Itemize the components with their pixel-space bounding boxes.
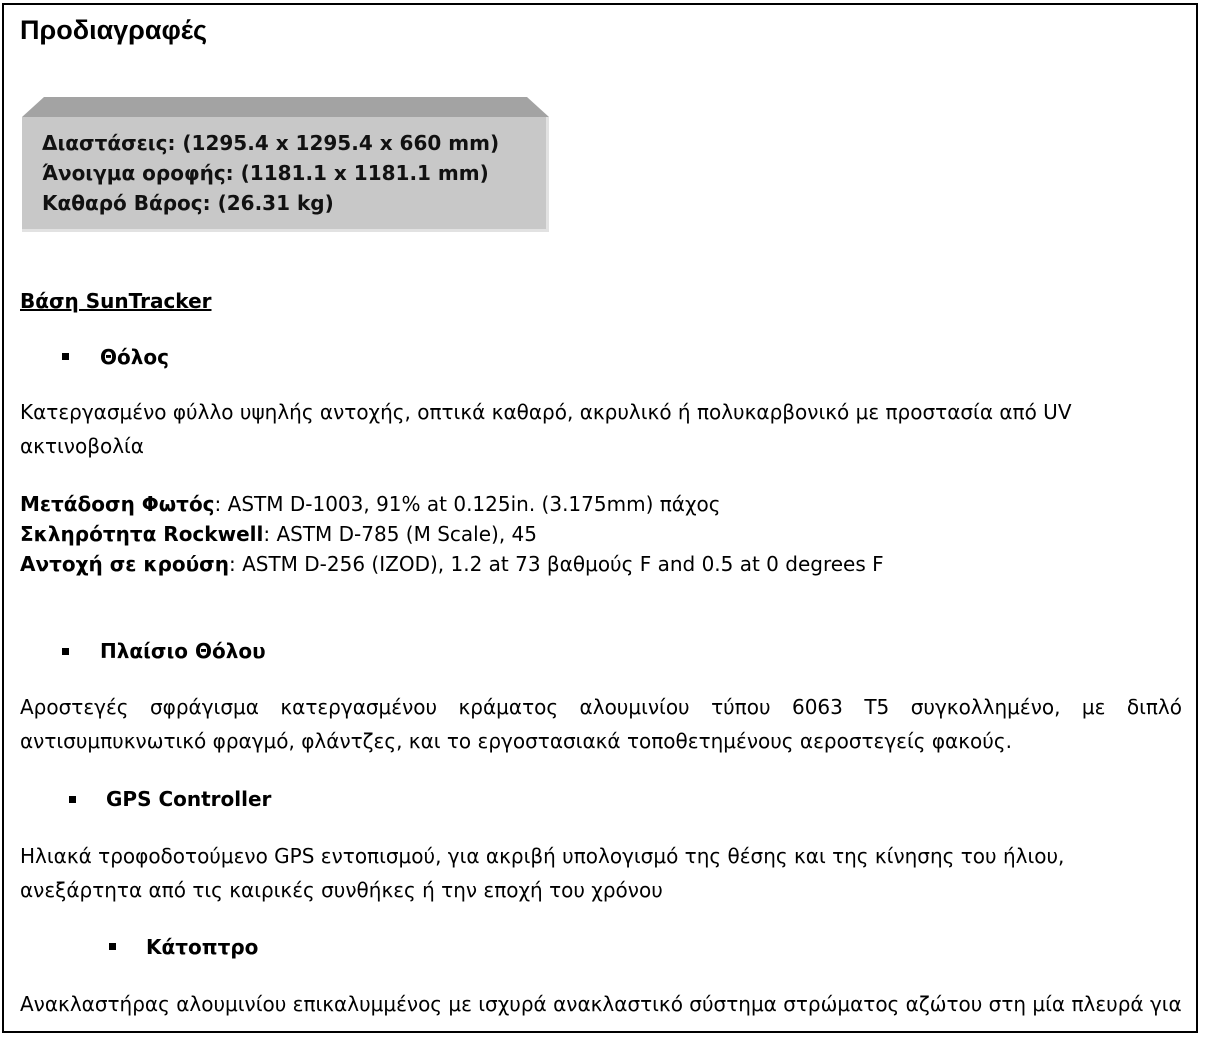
specs-box bbox=[22, 97, 549, 232]
bullet-icon bbox=[62, 648, 69, 655]
property-value: : ASTM D-785 (M Scale), 45 bbox=[263, 522, 537, 546]
spec-net-weight: Καθαρό Βάρος: (26.31 kg) bbox=[42, 191, 334, 215]
property-name: Αντοχή σε κρούση bbox=[20, 552, 229, 576]
bullet-icon bbox=[62, 353, 69, 360]
property-light-transmission bbox=[20, 492, 720, 516]
bullet-icon bbox=[109, 943, 116, 950]
spec-roof-opening: Άνοιγμα οροφής: (1181.1 x 1181.1 mm) bbox=[42, 161, 489, 185]
gps-label: GPS Controller bbox=[106, 787, 272, 811]
mirror-label: Κάτοπτρο bbox=[146, 935, 259, 959]
dome-frame-label: Πλαίσιο Θόλου bbox=[100, 639, 266, 663]
section-heading: Βάση SunTracker bbox=[20, 289, 212, 313]
dome-label: Θόλος bbox=[100, 345, 169, 369]
spec-dimensions: Διαστάσεις: (1295.4 x 1295.4 x 660 mm) bbox=[42, 131, 500, 155]
page-title: Προδιαγραφές bbox=[20, 15, 208, 45]
property-value: : ASTM D-1003, 91% at 0.125in. (3.175mm) πάχος bbox=[214, 492, 721, 516]
property-name: Μετάδοση Φωτός bbox=[20, 492, 215, 516]
bullet-icon bbox=[69, 796, 76, 803]
dome-frame-description: Αροστεγές σφράγισμα κατεργασμένου κράματος αλουμινίου τύπου 6063 T5 συγκολλημένο, με διπλό αντισυμπυκνωτικό φραγμό, φλάντζες, και το εργοστασιακά τοποθετημένους αεροστεγείς φακούς. bbox=[20, 695, 1182, 753]
document-page bbox=[2, 3, 1198, 1033]
property-impact-strength bbox=[20, 552, 884, 576]
mirror-description: Ανακλαστήρας αλουμινίου επικαλυμμένος με ισχυρά ανακλαστικό σύστημα στρώματος αζώτου στη μία πλευρά για bbox=[20, 992, 1182, 1016]
gps-description: Ηλιακά τροφοδοτούμενο GPS εντοπισμού, για ακριβή υπολογισμό της θέσης και της κίνησης του ήλιου, ανεξάρτητα από τις καιρικές συνθήκες ή την εποχή του χρόνου bbox=[20, 844, 1065, 902]
property-name: Σκληρότητα Rockwell bbox=[20, 522, 264, 546]
dome-description: Κατεργασμένο φύλλο υψηλής αντοχής, οπτικά καθαρό, ακρυλικό ή πολυκαρβονικό με προστασία από UV ακτινοβολία bbox=[20, 400, 1072, 458]
property-value: : ASTM D-256 (IZOD), 1.2 at 73 βαθμούς F and 0.5 at 0 degrees F bbox=[228, 552, 884, 576]
property-rockwell-hardness bbox=[20, 522, 537, 546]
